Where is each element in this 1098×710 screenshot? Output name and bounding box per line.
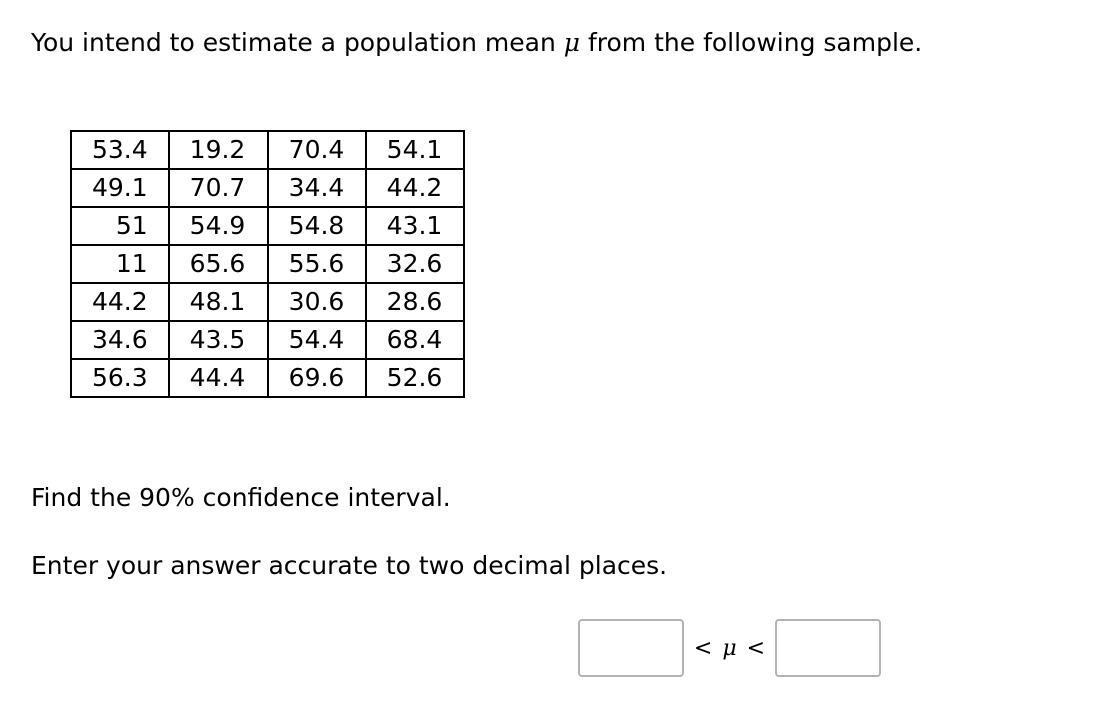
table-cell: 49.1 (71, 169, 169, 207)
question-prompt: Find the 90% confidence interval. (31, 483, 451, 512)
less-than-symbol: < (746, 635, 766, 661)
inequality-label (684, 636, 775, 661)
table-row (71, 283, 464, 321)
table-row (71, 207, 464, 245)
answer-instruction: Enter your answer accurate to two decimal places. (31, 551, 668, 580)
table-cell: 34.6 (71, 321, 169, 359)
table-row (71, 359, 464, 397)
confidence-interval-answer (578, 619, 881, 677)
intro-text-before: You intend to estimate a population mean (31, 28, 564, 57)
table-cell: 68.4 (366, 321, 464, 359)
mu-symbol: μ (563, 28, 581, 57)
table-cell: 11 (71, 245, 169, 283)
table-cell: 34.4 (268, 169, 366, 207)
table-cell: 54.1 (366, 131, 464, 169)
table-cell: 54.9 (169, 207, 268, 245)
table-cell: 65.6 (169, 245, 268, 283)
intro-text-after: from the following sample. (580, 28, 923, 57)
intro-text (31, 26, 922, 60)
table-cell: 48.1 (169, 283, 268, 321)
less-than-symbol: < (693, 635, 713, 661)
table-cell: 44.4 (169, 359, 268, 397)
table-cell: 44.2 (366, 169, 464, 207)
table-cell: 55.6 (268, 245, 366, 283)
table-cell: 51 (71, 207, 169, 245)
table-cell: 19.2 (169, 131, 268, 169)
table-cell: 32.6 (366, 245, 464, 283)
table-cell: 56.3 (71, 359, 169, 397)
table-row (71, 131, 464, 169)
table-cell: 54.4 (268, 321, 366, 359)
table-cell: 28.6 (366, 283, 464, 321)
mu-symbol: μ (722, 635, 737, 661)
table-cell: 69.6 (268, 359, 366, 397)
table-cell: 43.5 (169, 321, 268, 359)
table-row (71, 169, 464, 207)
lower-bound-input[interactable] (578, 619, 684, 677)
sample-data-table (70, 130, 465, 398)
table-cell: 53.4 (71, 131, 169, 169)
table-cell: 54.8 (268, 207, 366, 245)
table-cell: 30.6 (268, 283, 366, 321)
table-cell: 70.7 (169, 169, 268, 207)
upper-bound-input[interactable] (775, 619, 881, 677)
table-cell: 43.1 (366, 207, 464, 245)
table-cell: 52.6 (366, 359, 464, 397)
table-row (71, 245, 464, 283)
table-cell: 44.2 (71, 283, 169, 321)
table-cell: 70.4 (268, 131, 366, 169)
table-row (71, 321, 464, 359)
